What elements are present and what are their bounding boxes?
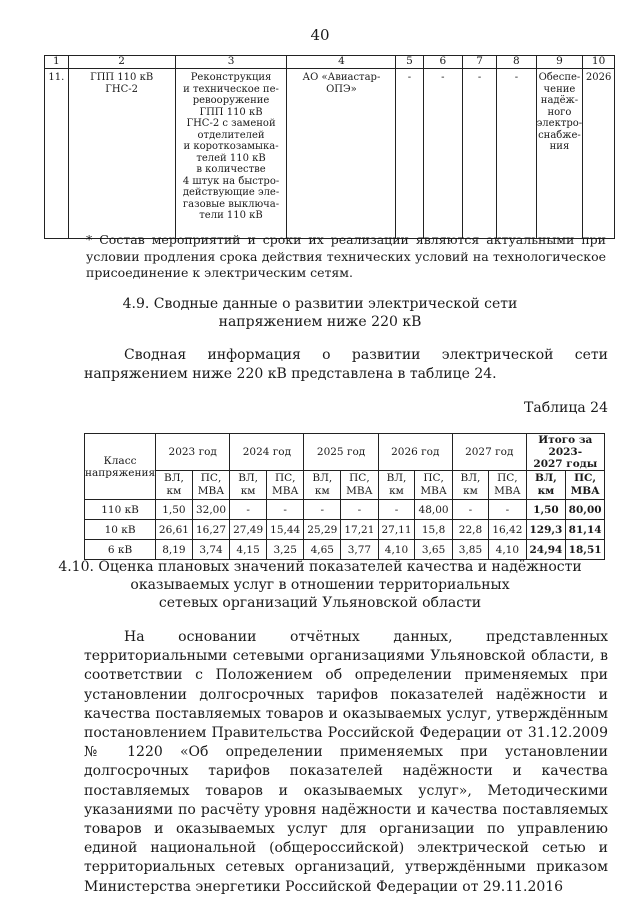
value-cell: 16,42 xyxy=(489,520,527,540)
year-header: 2023 год xyxy=(156,434,230,471)
ps-header: ПС, МВА xyxy=(489,471,527,500)
row-number: 11. xyxy=(45,69,69,239)
column-number: 9 xyxy=(536,56,582,69)
value-cell: 17,21 xyxy=(341,520,379,540)
value-cell: - xyxy=(423,69,463,239)
footnote: * Состав мероприятий и сроки их реализации являются актуальными при условии продления срока действия технических условий на технологическое присоединение к электрическим сетям. xyxy=(86,232,606,280)
value-cell: 3,65 xyxy=(415,540,453,560)
value-cell: 25,29 xyxy=(304,520,341,540)
value-cell: - xyxy=(304,500,341,520)
value-cell: 16,27 xyxy=(192,520,230,540)
ps-header: ПС, МВА xyxy=(415,471,453,500)
value-cell: 27,11 xyxy=(378,520,415,540)
value-cell: - xyxy=(396,69,423,239)
vl-header: ВЛ, км xyxy=(304,471,341,500)
vl-header: ВЛ, км xyxy=(526,471,566,500)
value-cell: - xyxy=(266,500,304,520)
value-cell: 4,15 xyxy=(230,540,267,560)
total-cell: 81,14 xyxy=(566,520,605,540)
value-cell: 15,8 xyxy=(415,520,453,540)
value-cell: 4,65 xyxy=(304,540,341,560)
column-number: 4 xyxy=(287,56,396,69)
section-title-4-9: 4.9. Сводные данные о развитии электрической сети напряжением ниже 220 кВ xyxy=(122,296,518,330)
column-number: 3 xyxy=(175,56,287,69)
value-cell: 3,74 xyxy=(192,540,230,560)
value-cell: - xyxy=(230,500,267,520)
ps-header: ПС, МВА xyxy=(266,471,304,500)
value-cell: 3,85 xyxy=(452,540,488,560)
column-number: 10 xyxy=(583,56,615,69)
value-cell: 4,10 xyxy=(378,540,415,560)
year: 2026 xyxy=(583,69,615,239)
column-number: 7 xyxy=(463,56,497,69)
column-number: 8 xyxy=(497,56,537,69)
total-cell: 1,50 xyxy=(526,500,566,520)
voltage-class: 110 кВ xyxy=(85,500,156,520)
table-header-row xyxy=(45,56,615,69)
value-cell: 32,00 xyxy=(192,500,230,520)
vl-header: ВЛ, км xyxy=(230,471,267,500)
ps-header: ПС, МВА xyxy=(566,471,605,500)
year-header: 2027 год xyxy=(452,434,526,471)
ps-header: ПС, МВА xyxy=(192,471,230,500)
year-header: 2024 год xyxy=(230,434,304,471)
total-cell: 18,51 xyxy=(566,540,605,560)
voltage-class: 6 кВ xyxy=(85,540,156,560)
table-row xyxy=(45,69,615,239)
total-cell: 80,00 xyxy=(566,500,605,520)
value-cell: - xyxy=(463,69,497,239)
summary-table xyxy=(84,433,605,560)
table-row xyxy=(85,500,605,520)
value-cell: 3,25 xyxy=(266,540,304,560)
value-cell: - xyxy=(489,500,527,520)
vl-header: ВЛ, км xyxy=(378,471,415,500)
organization: АО «Авиастар- ОПЭ» xyxy=(287,69,396,239)
value-cell: 48,00 xyxy=(415,500,453,520)
vl-header: ВЛ, км xyxy=(156,471,193,500)
value-cell: 4,10 xyxy=(489,540,527,560)
table-row xyxy=(85,540,605,560)
total-cell: 24,94 xyxy=(526,540,566,560)
table-header-row xyxy=(85,434,605,471)
value-cell: 1,50 xyxy=(156,500,193,520)
total-cell: 129,3 xyxy=(526,520,566,540)
section-title-4-10: 4.10. Оценка плановых значений показателей качества и надёжности оказываемых услуг в отношении территориальных сетевых организаций Ульяновской области xyxy=(58,559,582,611)
total-header: Итого за 2023- 2027 годы xyxy=(526,434,604,471)
page-number: 40 xyxy=(310,26,330,44)
year-header: 2026 год xyxy=(378,434,452,471)
vl-header: ВЛ, км xyxy=(452,471,488,500)
value-cell: 22,8 xyxy=(452,520,488,540)
section-4-10-paragraph: На основании отчётных данных, представленных территориальными сетевыми организациями Ульяновской области, в соответствии с Положением об определении применяемых при установлении долгосрочных тарифов показателей надёжности и качества поставляемых товаров и оказываемых услуг, утверждённым постановлением Правительства Российской Федерации от 31.12.2009 № 1220 «Об определении применяемых при установлении долгосрочных тарифов показателей надёжности и качества поставляемых товаров и оказываемых услуг», Методическими указаниями по расчёту уровня надёжности и качества поставляемых товаров и оказываемых услуг для организации по управлению единой национальной (общероссийской) электрической сетью и территориальных сетевых организаций, утверждёнными приказом Министерства энергетики Российской Федерации от 29.11.2016 xyxy=(84,629,608,895)
table-caption: Таблица 24 xyxy=(524,400,608,416)
projects-table xyxy=(44,55,615,239)
value-cell: 27,49 xyxy=(230,520,267,540)
voltage-class: 10 кВ xyxy=(85,520,156,540)
value-cell: 8,19 xyxy=(156,540,193,560)
ps-header: ПС, МВА xyxy=(341,471,379,500)
class-header: Класс напряжения xyxy=(85,434,156,500)
year-header: 2025 год xyxy=(304,434,378,471)
value-cell: 26,61 xyxy=(156,520,193,540)
value-cell: - xyxy=(341,500,379,520)
column-number: 1 xyxy=(45,56,69,69)
value-cell: - xyxy=(497,69,537,239)
value-cell: 3,77 xyxy=(341,540,379,560)
table-subheader-row xyxy=(85,471,605,500)
object-name: ГПП 110 кВ ГНС-2 xyxy=(68,69,175,239)
column-number: 6 xyxy=(423,56,463,69)
value-cell: - xyxy=(452,500,488,520)
value-cell: - xyxy=(378,500,415,520)
purpose: Обеспе- чение надёж- ного электро- снабже- ния xyxy=(536,69,582,239)
work-description: Реконструкция и техническое пе- ревооружение ГПП 110 кВ ГНС-2 с заменой отделителей и короткозамыка- телей 110 кВ в количестве 4 штук на быстро- действующие эле- газовые выключа- тели 110 кВ xyxy=(175,69,287,239)
table-row xyxy=(85,520,605,540)
column-number: 2 xyxy=(68,56,175,69)
column-number: 5 xyxy=(396,56,423,69)
section-4-9-paragraph: Сводная информация о развитии электрической сети напряжением ниже 220 кВ представлена в таблице 24. xyxy=(84,347,608,383)
value-cell: 15,44 xyxy=(266,520,304,540)
